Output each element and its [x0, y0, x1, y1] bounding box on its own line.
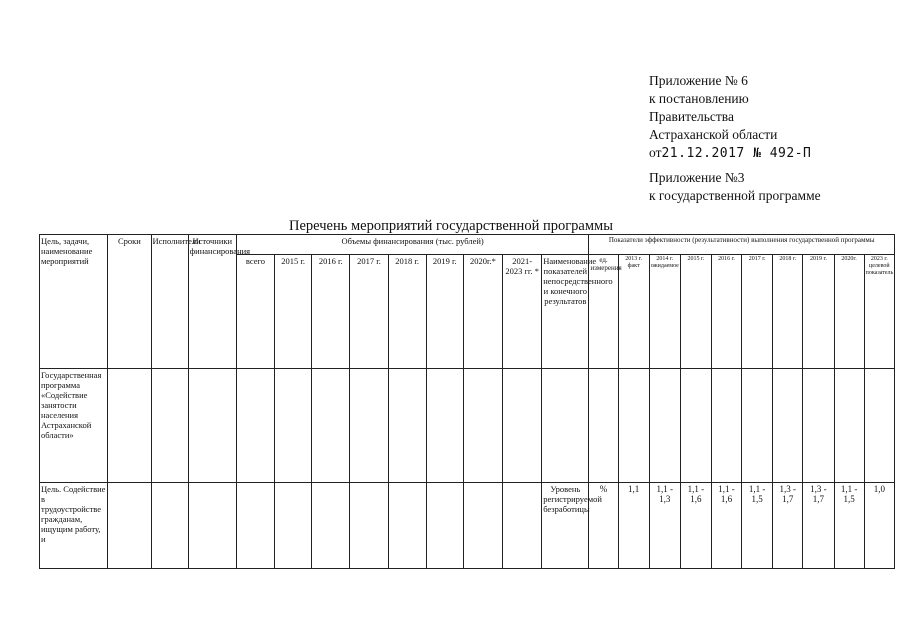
row-value: 1,1 - 1,5	[742, 483, 773, 569]
header-unit: ед. измерения	[589, 255, 618, 369]
header-sources: Источники финансирования	[188, 235, 236, 369]
row-indicator: Уровень регистрируемой безработицы	[542, 483, 589, 569]
table-row	[40, 369, 895, 483]
appendix-3-line: к государственной программе	[649, 188, 821, 203]
header-ind-year: 2016 г.	[711, 255, 741, 369]
row-goal: Цель. Содействие в трудоустройстве гражданам, ищущим работу, и	[40, 483, 108, 569]
row-goal: Государственная программа «Содействие занятости населения Астраханской области»	[40, 369, 108, 483]
header-ind-year: 2023 г. целевой показатель	[864, 255, 894, 369]
header-ind-year: 2014 г. ожидаемое	[649, 255, 680, 369]
header-ind-year: 2013 г. факт	[618, 255, 649, 369]
header-ind-year: 2020г.	[834, 255, 864, 369]
decree-date-line	[649, 144, 811, 163]
header-goal: Цель, задачи, наименование мероприятий	[40, 235, 108, 369]
row-value: 1,1 - 1,3	[649, 483, 680, 569]
appendix-3-title: Приложение №3	[649, 170, 745, 185]
header-year: 2019 г.	[426, 255, 463, 369]
table-row	[40, 483, 895, 569]
row-value: 1,1 - 1,6	[680, 483, 711, 569]
row-value: 1,0	[864, 483, 894, 569]
header-ind-year: 2017 г.	[742, 255, 773, 369]
header-year: 2015 г.	[275, 255, 312, 369]
header-year: 2020г.*	[463, 255, 502, 369]
header-ind-year: 2015 г.	[680, 255, 711, 369]
measures-table	[39, 234, 895, 569]
header-funding: Объемы финансирования (тыс. рублей)	[236, 235, 589, 255]
header-indicators: Показатели эффективности (результативности) выполнения государственной программы	[589, 235, 895, 255]
row-value: 1,3 - 1,7	[803, 483, 834, 569]
header-year: 2018 г.	[388, 255, 426, 369]
header-terms: Сроки	[108, 235, 151, 369]
appendix-6-line: к постановлению	[649, 91, 749, 106]
table-title: Перечень мероприятий государственной программы	[289, 218, 613, 234]
header-year: 2021-2023 гг. *	[503, 255, 542, 369]
appendix-6-line: Астраханской области	[649, 127, 778, 142]
row-value: 1,1 - 1,6	[711, 483, 741, 569]
appendix-6-title: Приложение № 6	[649, 73, 748, 88]
appendix-6-block	[649, 72, 811, 163]
row-unit: %	[589, 483, 618, 569]
header-indicator-name: Наименование показателей непосредственного и конечного результатов	[542, 255, 589, 369]
header-ind-year: 2018 г.	[773, 255, 803, 369]
row-value: 1,1	[618, 483, 649, 569]
header-total: всего	[236, 255, 274, 369]
header-year: 2017 г.	[350, 255, 388, 369]
header-year: 2016 г.	[312, 255, 350, 369]
row-value: 1,1 - 1,5	[834, 483, 864, 569]
row-value: 1,3 - 1,7	[773, 483, 803, 569]
header-ind-year: 2019 г.	[803, 255, 834, 369]
appendix-6-line: Правительства	[649, 109, 734, 124]
handwritten-date: 21.12.2017 № 492-П	[661, 146, 812, 161]
date-prefix: от	[649, 145, 662, 160]
header-executors: Исполнители	[151, 235, 188, 369]
appendix-3-block	[649, 169, 821, 205]
